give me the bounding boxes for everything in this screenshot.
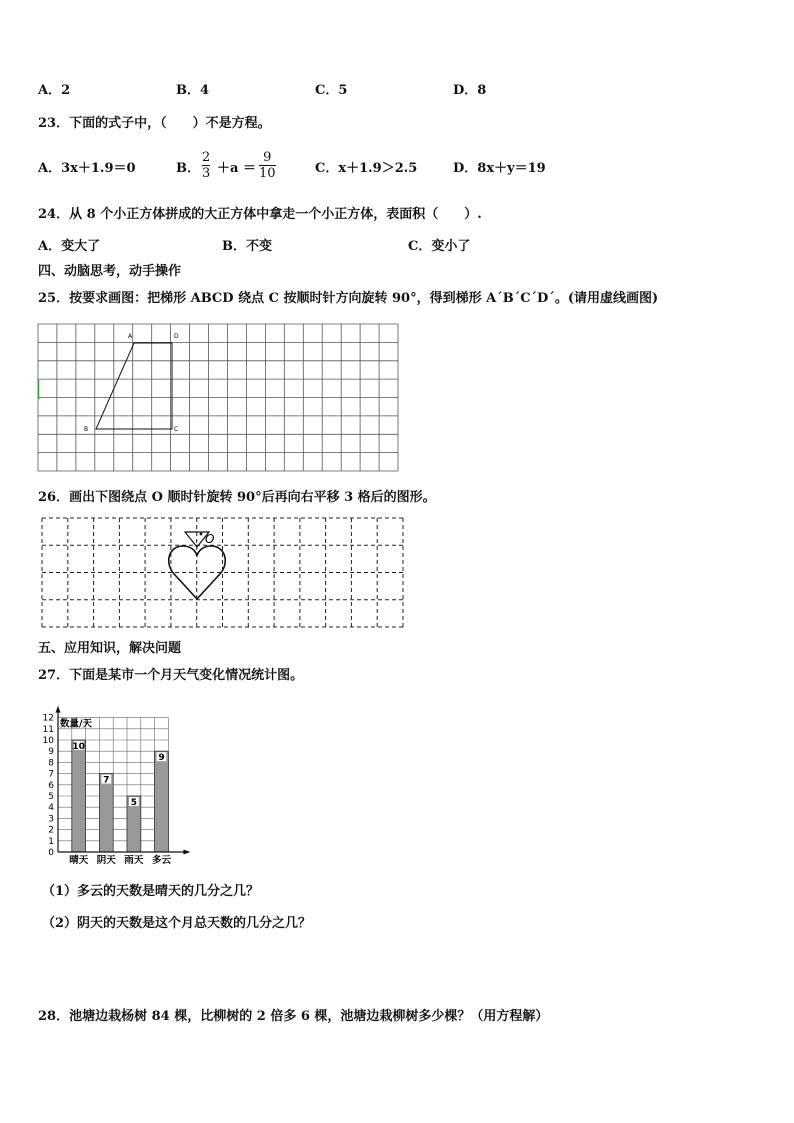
q22-option-c: C．5 [315, 83, 348, 98]
q23-fraction-9-10 [259, 151, 276, 180]
q23-fraction-2-3 [202, 151, 210, 180]
label-o: O [205, 532, 215, 546]
q25-stem: 25．按要求画图：把梯形 ABCD 绕点 C 按顺时针方向旋转 90°，得到梯形 A´B´C´D´。(请用虚线画图) [38, 291, 659, 306]
y-tick-label: 9 [48, 747, 54, 758]
x-tick-label: 阴天 [96, 855, 116, 866]
q27-sub-question-1: （1）多云的天数是晴天的几分之几？ [42, 884, 260, 899]
y-tick-label: 7 [48, 769, 54, 780]
x-tick-label: 多云 [151, 855, 172, 866]
q23-option-c: C．x＋1.9＞2.5 [315, 161, 418, 176]
q22-option-a: A．2 [38, 83, 71, 98]
x-axis-arrow [183, 850, 190, 855]
q24-option-a: A．变大了 [38, 239, 101, 254]
y-tick-label: 6 [48, 780, 54, 791]
q28-stem: 28．池塘边栽杨树 84 棵，比柳树的 2 倍多 6 棵，池塘边栽柳树多少棵？（用方程解） [38, 1009, 549, 1024]
q24-option-c: C．变小了 [408, 239, 471, 254]
y-axis-arrow [56, 706, 61, 713]
data-label: 10 [72, 742, 85, 752]
fraction-denominator: 10 [259, 166, 276, 181]
label-c: C [174, 426, 179, 433]
q23-option-b-mid: ＋a ＝ [217, 161, 256, 176]
q24-stem: 24．从 8 个小正方体拼成的大正方体中拿走一个小正方体，表面积（ ）. [38, 207, 482, 222]
label-a: A [128, 333, 133, 340]
weather-bar-chart [38, 703, 218, 865]
fraction-numerator: 2 [202, 150, 211, 165]
q23-stem: 23．下面的式子中，（ ）不是方程。 [38, 116, 271, 131]
q23-option-a: A．3x＋1.9＝0 [38, 161, 136, 176]
q25-grid-figure [38, 324, 398, 472]
fraction-denominator: 3 [202, 166, 211, 181]
y-tick-label: 2 [48, 825, 54, 836]
data-label: 7 [103, 775, 110, 786]
section-5-heading: 五、应用知识，解决问题 [38, 641, 182, 656]
point-o [200, 533, 203, 536]
label-b: B [84, 426, 89, 433]
data-label: 9 [158, 753, 165, 764]
x-tick-label: 雨天 [124, 855, 144, 866]
y-axis-label: 数量/天 [60, 718, 92, 730]
data-label: 5 [130, 798, 138, 808]
q23-option-d: D．8x＋y＝19 [453, 161, 546, 176]
y-tick-label: 10 [42, 736, 54, 746]
q24-option-b: B．不变 [222, 239, 272, 254]
q26-dashed-grid-figure [42, 518, 404, 628]
y-tick-label: 1 [48, 836, 54, 847]
y-tick-label: 0 [48, 848, 54, 858]
bar-晴天 [72, 740, 86, 852]
q22-option-b: B．4 [176, 83, 210, 98]
label-d: D [174, 333, 179, 340]
x-tick-label: 晴天 [69, 855, 89, 866]
y-tick-label: 5 [48, 792, 54, 802]
section-4-heading: 四、动脑思考，动手操作 [38, 264, 182, 279]
q27-sub-question-2: （2）阴天的天数是这个月总天数的几分之几？ [42, 916, 312, 931]
dashed-grid [42, 518, 403, 627]
q23-option-b-prefix: B． [176, 161, 200, 176]
y-tick-label: 3 [48, 814, 54, 825]
square-grid [38, 324, 398, 471]
fraction-numerator: 9 [263, 150, 272, 165]
y-tick-label: 8 [48, 758, 54, 769]
y-tick-label: 11 [42, 724, 54, 735]
q27-stem: 27．下面是某市一个月天气变化情况统计图。 [38, 668, 304, 683]
y-tick-label: 4 [48, 803, 54, 814]
y-tick-label: 12 [42, 713, 54, 724]
q26-stem: 26．画出下图绕点 O 顺时针旋转 90°后再向右平移 3 格后的图形。 [38, 490, 436, 505]
bar-多云 [155, 751, 169, 852]
q22-option-d: D．8 [453, 83, 487, 98]
